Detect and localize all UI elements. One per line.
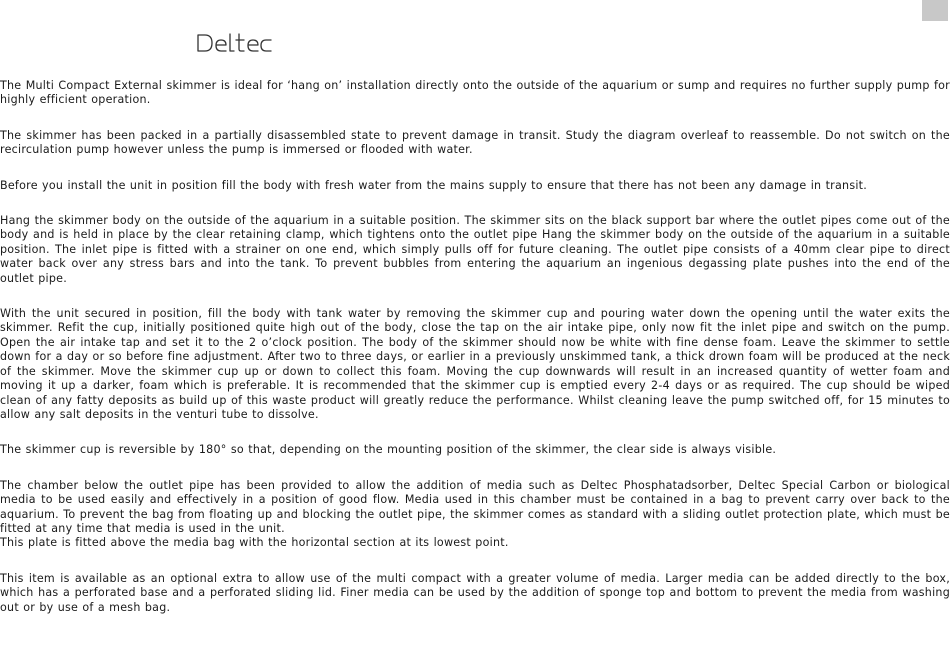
paragraph-optional-extra: This item is available as an optional extra to allow use of the multi compact with a greater volume of media. Larger media can be added directly to the box, which has a perforated base and a perforated sliding lid. Finer media can be used by the addition of sponge top and bottom to prevent the media from washing out or by use of a mesh bag.	[0, 571, 950, 614]
paragraph-fill-body: Before you install the unit in position fill the body with fresh water from the mains supply to ensure that there has not been any damage in transit.	[0, 178, 868, 192]
deltec-logo	[196, 28, 288, 56]
paragraph-packing: The skimmer has been packed in a partially disassembled state to prevent damage in transit. Study the diagram overleaf to reassemble. Do not switch on the recirculation pump however unless the pump is immersed or flooded with water.	[0, 128, 950, 157]
paragraph-hang-skimmer: Hang the skimmer body on the outside of the aquarium in a suitable position. The skimmer sits on the black support bar where the outlet pipes come out of the body and is held in place by the clear retaining clamp, which tightens onto the outlet pipe Hang the skimmer body on the outside of the aquarium in a suitable position. The inlet pipe is fitted with a strainer on one end, which simply pulls off for future cleaning. The outlet pipe consists of a 40mm clear pipe to direct water back over any stress bars and into the tank. To prevent bubbles from entering the aquarium an ingenious degassing plate pushes into the end of the outlet pipe.	[0, 214, 950, 285]
paragraph-reversible-cup: The skimmer cup is reversible by 180° so that, depending on the mounting position of the skimmer, the clear side is always visible.	[0, 443, 777, 457]
corner-tab	[922, 0, 948, 21]
paragraph-operation: With the unit secured in position, fill the body with tank water by removing the skimmer cup and pouring water down the opening until the water exits the skimmer. Refit the cup, initially positioned quite high out of the body, close the tap on the air intake pipe, only now fit the inlet pipe and switch on the pump. Open the air intake tap and set it to the 2 o’clock position. The body of the skimmer should now be white with fine dense foam. Leave the skimmer to settle down for a day or so before fine adjustment. After two to three days, or earlier in a previously unskimmed tank, a thick drown foam will be produced at the neck of the skimmer. Move the skimmer cup up or down to collect this foam. Moving the cup downwards will result in an increased quantity of wetter foam and moving it up a darker, foam which is preferable. It is recommended that the skimmer cup is emptied every 2-4 days or as required. The cup should be wiped clean of any fatty deposits as build up of this waste product will greatly reduce the performance. Whilst cleaning leave the pump switched off, for 15 minutes to allow any salt deposits in the venturi tube to dissolve.	[0, 307, 950, 421]
paragraph-plate-fitting: This plate is fitted above the media bag with the horizontal section at its lowest point.	[0, 536, 509, 550]
paragraph-intro: The Multi Compact External skimmer is ideal for ‘hang on’ installation directly onto the outside of the aquarium or sump and requires no further supply pump for highly efficient operation.	[0, 79, 950, 107]
instructions-text	[0, 79, 950, 615]
deltec-logo-mark	[196, 28, 288, 56]
paragraph-media-chamber: The chamber below the outlet pipe has been provided to allow the addition of media such as Deltec Phosphatadsorber, Deltec Special Carbon or biological media to be used easily and effectively in a position of good flow. Media used in this chamber must be contained in a bag to prevent carry over back to the aquarium. To prevent the bag from floating up and blocking the outlet pipe, the skimmer comes as standard with a sliding outlet protection plate, which must be fitted at any time that media is used in the unit.	[0, 478, 950, 535]
